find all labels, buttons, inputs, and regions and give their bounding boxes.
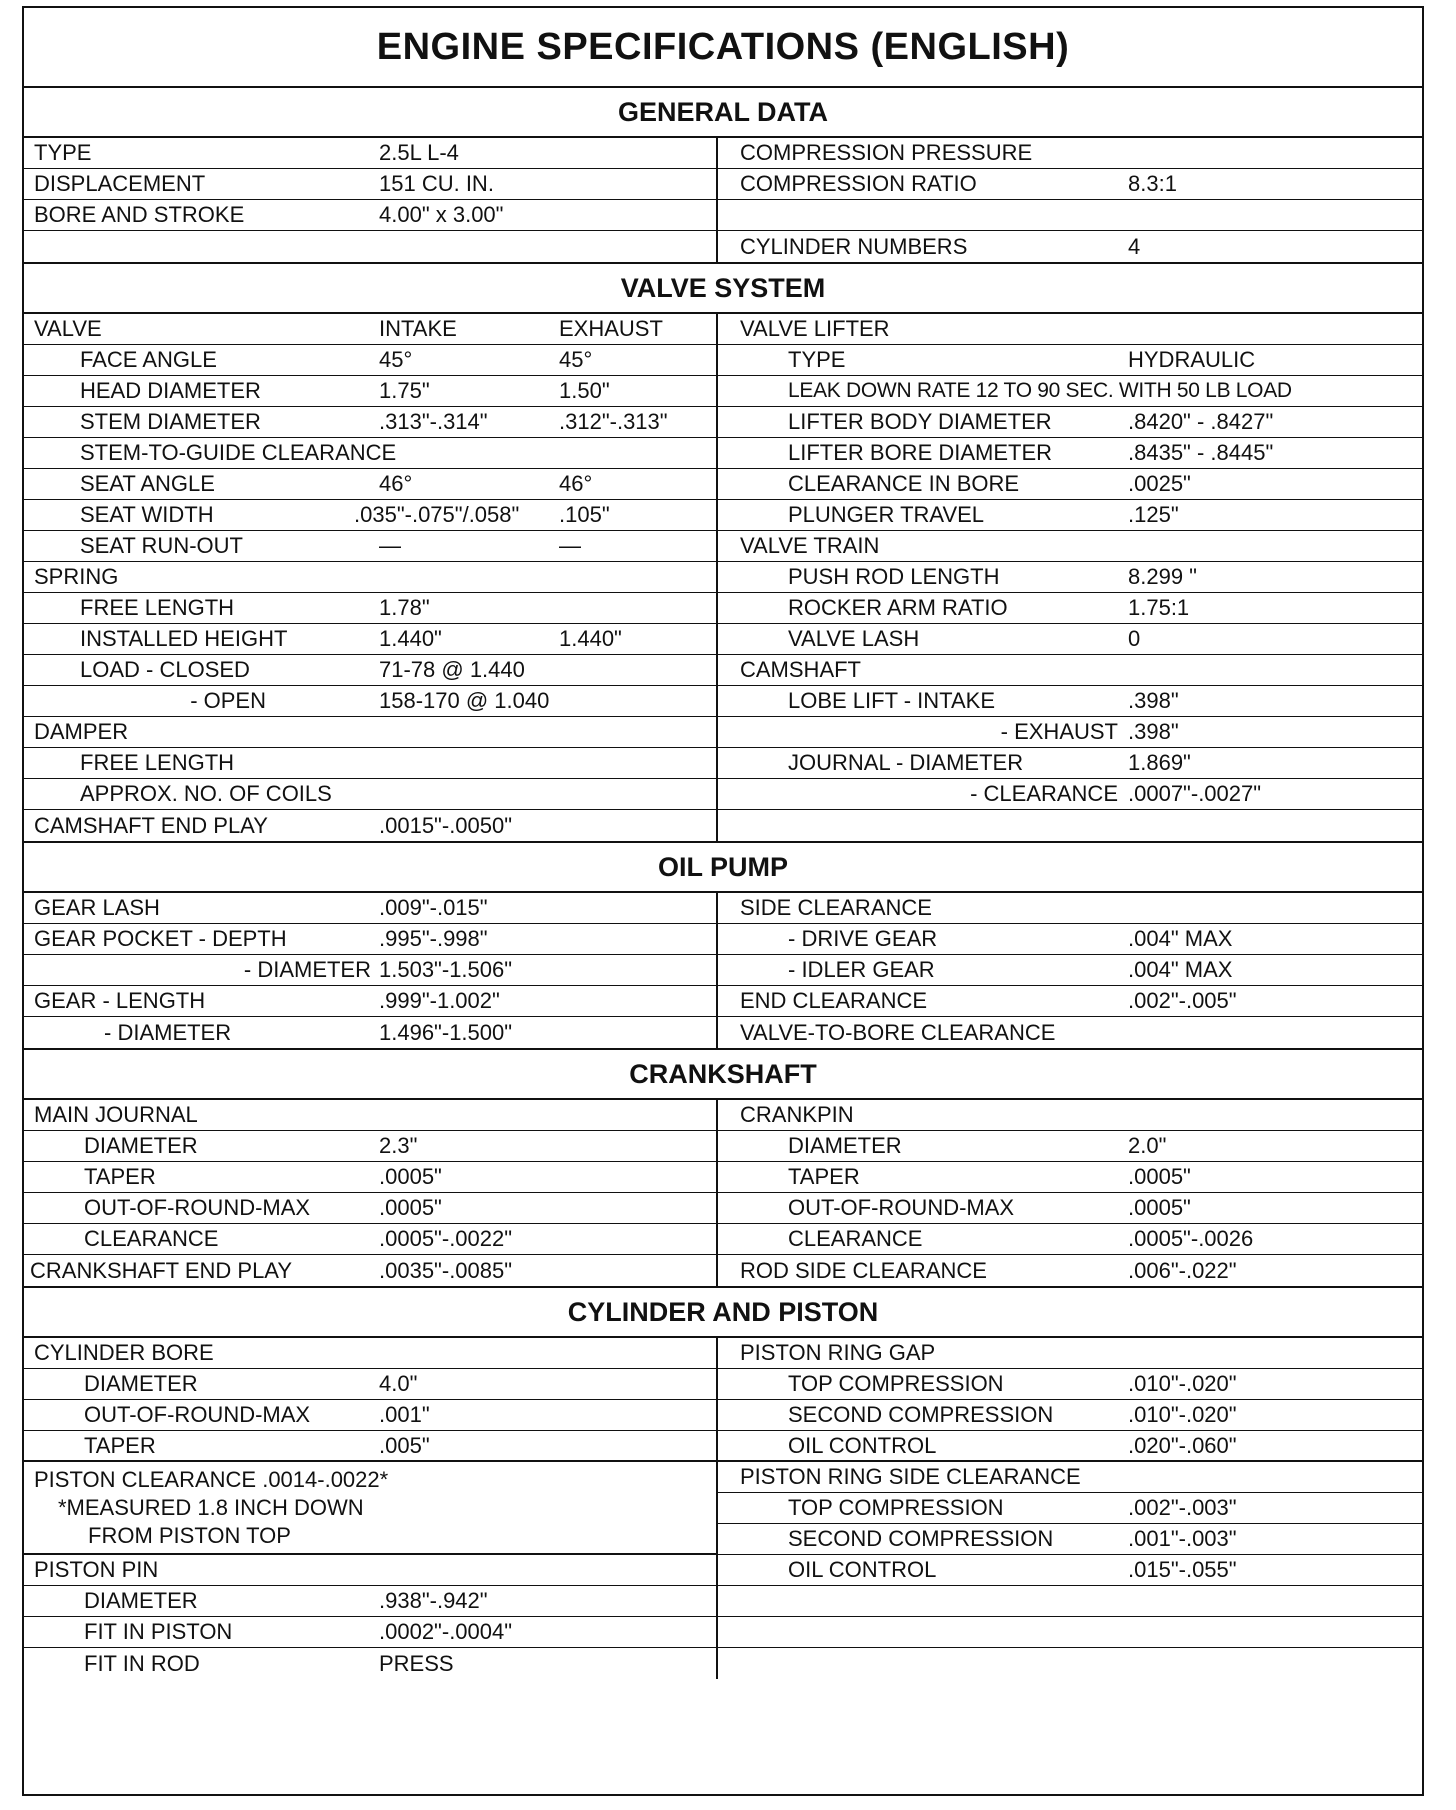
spec-label: TOP COMPRESSION — [788, 1495, 1004, 1520]
spec-value: .010"-.020" — [1128, 1371, 1237, 1396]
spec-row — [718, 1524, 1422, 1555]
spec-row — [718, 1555, 1422, 1586]
spec-row — [718, 200, 1422, 231]
spec-row — [718, 1338, 1422, 1369]
spec-value-intake: .035"-.075"/.058" — [354, 502, 520, 527]
spec-label: LOAD - CLOSED — [80, 657, 250, 682]
spec-value: .005" — [379, 1432, 430, 1458]
spec-row — [718, 717, 1422, 748]
spec-row — [718, 1400, 1422, 1431]
spec-row — [718, 345, 1422, 376]
spec-row — [24, 376, 716, 407]
spec-label: SPRING — [34, 564, 119, 589]
spec-row — [24, 1224, 716, 1255]
spec-label: TAPER — [788, 1164, 860, 1189]
spec-value: 1.503"-1.506" — [379, 957, 513, 982]
section-cylinder-piston — [24, 1338, 1422, 1679]
spec-label: GEAR POCKET - DEPTH — [34, 926, 287, 951]
spec-label: SECOND COMPRESSION — [788, 1402, 1054, 1427]
spec-row — [718, 1224, 1422, 1255]
spec-row — [24, 1131, 716, 1162]
spec-value: .0002"-.0004" — [379, 1619, 513, 1644]
oil-left-column — [24, 893, 718, 1048]
spec-row — [24, 407, 716, 438]
spec-label: LEAK DOWN RATE 12 TO 90 SEC. WITH 50 LB LOAD — [788, 379, 1292, 402]
cyl-left-column — [24, 1338, 718, 1679]
spec-value-intake: 158-170 @ 1.040 — [379, 688, 550, 713]
spec-row — [24, 1338, 716, 1369]
spec-value: .938"-.942" — [379, 1588, 488, 1613]
spec-value: .0005" — [1128, 1164, 1191, 1189]
spec-label: VALVE-TO-BORE CLEARANCE — [740, 1019, 1056, 1045]
spec-label: - CLEARANCE — [970, 781, 1118, 806]
spec-row — [24, 531, 716, 562]
spec-sheet — [22, 6, 1424, 1796]
spec-label: OUT-OF-ROUND-MAX — [84, 1402, 311, 1427]
spec-row — [718, 1017, 1422, 1048]
spec-row — [718, 469, 1422, 500]
spec-label: SEAT WIDTH — [80, 502, 214, 527]
spec-row — [24, 624, 716, 655]
spec-value: 4.0" — [379, 1371, 418, 1396]
spec-label: SEAT ANGLE — [80, 471, 215, 496]
spec-label: VALVE — [34, 316, 102, 341]
spec-row — [718, 562, 1422, 593]
spec-label: LIFTER BODY DIAMETER — [788, 409, 1052, 434]
spec-value: 4.00" x 3.00" — [379, 202, 504, 227]
spec-row — [24, 717, 716, 748]
spec-label: TAPER — [84, 1164, 156, 1189]
spec-row — [718, 231, 1422, 262]
spec-row — [718, 138, 1422, 169]
spec-value: .995"-.998" — [379, 926, 488, 951]
spec-label: CAMSHAFT — [740, 657, 861, 682]
spec-row — [24, 1100, 716, 1131]
spec-row — [24, 810, 716, 841]
spec-value-intake: 71-78 @ 1.440 — [379, 657, 525, 682]
spec-value: .002"-.003" — [1128, 1495, 1237, 1520]
section-heading-general: GENERAL DATA — [24, 88, 1422, 138]
crank-left-column — [24, 1100, 718, 1286]
spec-row — [24, 924, 716, 955]
spec-label: TYPE — [34, 140, 92, 165]
spec-row — [718, 686, 1422, 717]
spec-value: .002"-.005" — [1128, 988, 1237, 1013]
spec-value: 2.0" — [1128, 1133, 1167, 1158]
general-left-column — [24, 138, 718, 262]
spec-row — [718, 1100, 1422, 1131]
spec-label: LIFTER BORE DIAMETER — [788, 440, 1053, 465]
spec-label: FACE ANGLE — [80, 347, 217, 372]
spec-label: INSTALLED HEIGHT — [80, 626, 288, 651]
spec-row — [24, 1648, 716, 1679]
spec-label: FIT IN PISTON — [84, 1619, 233, 1644]
spec-value: 2.5L L-4 — [379, 140, 459, 165]
spec-row — [718, 810, 1422, 841]
spec-value-intake: 45° — [379, 347, 413, 372]
spec-value-exhaust: .312"-.313" — [559, 409, 668, 434]
spec-value: .0005"-.0026 — [1128, 1226, 1254, 1251]
spec-label: SIDE CLEARANCE — [740, 895, 932, 920]
section-heading-valve: VALVE SYSTEM — [24, 264, 1422, 314]
spec-row — [718, 1462, 1422, 1493]
spec-row — [24, 345, 716, 376]
spec-label: OIL CONTROL — [788, 1432, 937, 1458]
spec-label: CYLINDER BORE — [34, 1340, 214, 1365]
spec-label: DISPLACEMENT — [34, 171, 206, 196]
spec-row — [24, 593, 716, 624]
spec-label: SEAT RUN-OUT — [80, 533, 243, 558]
spec-row — [24, 1400, 716, 1431]
spec-row — [24, 562, 716, 593]
spec-label: GEAR LASH — [34, 895, 160, 920]
spec-value: .0035"-.0085" — [379, 1257, 513, 1283]
spec-value: 0 — [1128, 626, 1141, 651]
spec-label: PLUNGER TRAVEL — [788, 502, 985, 527]
spec-row — [718, 1493, 1422, 1524]
spec-row — [24, 1617, 716, 1648]
spec-row — [24, 1431, 716, 1462]
spec-row — [24, 686, 716, 717]
spec-label: - OPEN — [190, 688, 266, 713]
spec-label: COMPRESSION PRESSURE — [740, 140, 1033, 165]
spec-value-exhaust: 1.50" — [559, 378, 610, 403]
spec-row — [718, 531, 1422, 562]
spec-row — [24, 231, 716, 262]
spec-label: VALVE LIFTER — [740, 316, 890, 341]
spec-value: .0007"-.0027" — [1128, 781, 1262, 806]
spec-row — [24, 314, 716, 345]
spec-value: .009"-.015" — [379, 895, 488, 920]
spec-row — [718, 1648, 1422, 1679]
spec-value: 1.75:1 — [1128, 595, 1190, 620]
spec-row — [718, 1586, 1422, 1617]
spec-value-exhaust: EXHAUST — [559, 316, 663, 341]
spec-label: TOP COMPRESSION — [788, 1371, 1004, 1396]
spec-label: DIAMETER — [788, 1133, 902, 1158]
spec-label: LOBE LIFT - INTAKE — [788, 688, 996, 713]
general-right-column — [718, 138, 1422, 262]
spec-value: .006"-.022" — [1128, 1257, 1237, 1283]
spec-label: CRANKSHAFT END PLAY — [30, 1257, 293, 1283]
spec-value-exhaust: 46° — [559, 471, 593, 496]
spec-row — [718, 748, 1422, 779]
spec-row — [24, 1017, 716, 1048]
spec-value: .0005" — [1128, 1195, 1191, 1220]
spec-row — [24, 748, 716, 779]
spec-value: .0025" — [1128, 471, 1191, 496]
spec-value: HYDRAULIC — [1128, 347, 1256, 372]
spec-value: .999"-1.002" — [379, 988, 500, 1013]
spec-value: .398" — [1128, 719, 1179, 744]
spec-value-exhaust: 1.440" — [559, 626, 622, 651]
spec-row — [24, 779, 716, 810]
spec-row — [718, 376, 1422, 407]
spec-value: .004" MAX — [1128, 926, 1233, 951]
spec-label: CYLINDER NUMBERS — [740, 233, 968, 259]
valve-left-column — [24, 314, 718, 841]
spec-value: 1.869" — [1128, 750, 1191, 775]
section-heading-oil-pump: OIL PUMP — [24, 843, 1422, 893]
spec-label: ROD SIDE CLEARANCE — [740, 1257, 987, 1283]
spec-value: .004" MAX — [1128, 957, 1233, 982]
spec-label: OUT-OF-ROUND-MAX — [84, 1195, 311, 1220]
spec-label: APPROX. NO. OF COILS — [80, 781, 332, 806]
spec-label: CLEARANCE — [84, 1226, 219, 1251]
spec-row — [24, 200, 716, 231]
spec-row — [718, 779, 1422, 810]
page-title: ENGINE SPECIFICATIONS (ENGLISH) — [24, 8, 1422, 88]
valve-right-column — [718, 314, 1422, 841]
spec-row — [718, 1255, 1422, 1286]
spec-label: - DIAMETER — [243, 957, 371, 982]
spec-label: DAMPER — [34, 719, 129, 744]
spec-row — [24, 500, 716, 531]
spec-row — [718, 1369, 1422, 1400]
spec-label: CLEARANCE IN BORE — [788, 471, 1020, 496]
spec-label: MAIN JOURNAL — [34, 1102, 198, 1127]
spec-value: .125" — [1128, 502, 1179, 527]
spec-row — [718, 924, 1422, 955]
spec-label: END CLEARANCE — [740, 988, 928, 1013]
note-line: PISTON CLEARANCE .0014-.0022* — [34, 1466, 389, 1492]
spec-label: TYPE — [788, 347, 846, 372]
section-valve — [24, 314, 1422, 843]
spec-value: .010"-.020" — [1128, 1402, 1237, 1427]
spec-value-intake: .0015"-.0050" — [379, 812, 513, 838]
spec-label: - EXHAUST — [1000, 719, 1118, 744]
spec-value: PRESS — [379, 1650, 454, 1676]
spec-row — [24, 1193, 716, 1224]
spec-value-intake: 46° — [379, 471, 413, 496]
spec-row — [24, 955, 716, 986]
spec-value: .8435" - .8445" — [1128, 440, 1274, 465]
spec-row — [718, 169, 1422, 200]
spec-value: .0005" — [379, 1195, 442, 1220]
spec-label: - IDLER GEAR — [788, 957, 935, 982]
spec-row — [24, 1255, 716, 1286]
spec-row — [24, 893, 716, 924]
spec-row — [718, 955, 1422, 986]
section-crankshaft — [24, 1100, 1422, 1288]
spec-value: .020"-.060" — [1128, 1432, 1237, 1458]
crank-right-column — [718, 1100, 1422, 1286]
spec-label: PUSH ROD LENGTH — [788, 564, 1000, 589]
spec-value: 151 CU. IN. — [379, 171, 494, 196]
spec-value-intake: 1.78" — [379, 595, 430, 620]
spec-row — [718, 624, 1422, 655]
spec-value-intake: INTAKE — [379, 316, 457, 341]
spec-label: BORE AND STROKE — [34, 202, 245, 227]
spec-value: 8.299 " — [1128, 564, 1197, 589]
spec-row — [718, 893, 1422, 924]
spec-label: ROCKER ARM RATIO — [788, 595, 1008, 620]
spec-label: HEAD DIAMETER — [80, 378, 261, 403]
spec-row — [24, 1162, 716, 1193]
spec-label: OIL CONTROL — [788, 1557, 937, 1582]
spec-row — [718, 1162, 1422, 1193]
spec-row — [24, 1555, 716, 1586]
spec-label: JOURNAL - DIAMETER — [788, 750, 1024, 775]
spec-row — [24, 986, 716, 1017]
spec-label: - DIAMETER — [104, 1019, 232, 1045]
section-heading-cylinder-piston: CYLINDER AND PISTON — [24, 1288, 1422, 1338]
spec-label: STEM DIAMETER — [80, 409, 261, 434]
spec-value-exhaust: — — [559, 533, 581, 558]
spec-value: .001"-.003" — [1128, 1526, 1237, 1551]
spec-row — [718, 1617, 1422, 1648]
spec-value: 8.3:1 — [1128, 171, 1177, 196]
spec-label: PISTON PIN — [34, 1557, 159, 1582]
spec-label: GEAR - LENGTH — [34, 988, 206, 1013]
spec-value-exhaust: .105" — [559, 502, 610, 527]
spec-row — [718, 1431, 1422, 1462]
spec-value-intake: — — [379, 533, 401, 558]
spec-value-intake: 1.75" — [379, 378, 430, 403]
spec-value: .8420" - .8427" — [1128, 409, 1274, 434]
spec-label: STEM-TO-GUIDE CLEARANCE — [80, 440, 397, 465]
note-line: *MEASURED 1.8 INCH DOWN — [58, 1494, 364, 1520]
spec-label: PISTON RING SIDE CLEARANCE — [740, 1464, 1081, 1489]
spec-value: 2.3" — [379, 1133, 418, 1158]
spec-label: CAMSHAFT END PLAY — [34, 812, 268, 838]
spec-row — [718, 593, 1422, 624]
spec-value: .0005" — [379, 1164, 442, 1189]
spec-label: FREE LENGTH — [80, 595, 235, 620]
spec-row — [24, 1369, 716, 1400]
spec-value: .001" — [379, 1402, 430, 1427]
spec-value: 1.496"-1.500" — [379, 1019, 513, 1045]
spec-row — [718, 1193, 1422, 1224]
spec-label: CRANKPIN — [740, 1102, 854, 1127]
spec-label: VALVE LASH — [788, 626, 920, 651]
spec-label: PISTON RING GAP — [740, 1340, 936, 1365]
note-line: FROM PISTON TOP — [88, 1522, 291, 1548]
spec-label: CLEARANCE — [788, 1226, 923, 1251]
spec-label: SECOND COMPRESSION — [788, 1526, 1054, 1551]
spec-label: DIAMETER — [84, 1371, 198, 1396]
spec-label: COMPRESSION RATIO — [740, 171, 977, 196]
spec-row — [718, 986, 1422, 1017]
section-heading-crankshaft: CRANKSHAFT — [24, 1050, 1422, 1100]
section-general — [24, 138, 1422, 264]
spec-value: .398" — [1128, 688, 1179, 713]
spec-row — [718, 500, 1422, 531]
spec-row — [718, 407, 1422, 438]
spec-label: VALVE TRAIN — [740, 533, 880, 558]
spec-value: .0005"-.0022" — [379, 1226, 513, 1251]
cyl-right-column — [718, 1338, 1422, 1679]
spec-row — [718, 314, 1422, 345]
oil-right-column — [718, 893, 1422, 1048]
spec-row — [24, 438, 716, 469]
spec-value: 4 — [1128, 233, 1141, 259]
piston-clearance-note — [24, 1462, 716, 1555]
spec-label: FREE LENGTH — [80, 750, 235, 775]
spec-value-exhaust: 45° — [559, 347, 593, 372]
spec-row — [24, 469, 716, 500]
spec-row — [718, 655, 1422, 686]
spec-label: DIAMETER — [84, 1588, 198, 1613]
spec-value-intake: .313"-.314" — [379, 409, 488, 434]
spec-label: OUT-OF-ROUND-MAX — [788, 1195, 1015, 1220]
spec-row — [718, 1131, 1422, 1162]
spec-label: TAPER — [84, 1432, 156, 1458]
spec-label: FIT IN ROD — [84, 1650, 200, 1676]
spec-row — [24, 169, 716, 200]
spec-value-intake: 1.440" — [379, 626, 442, 651]
spec-row — [24, 1586, 716, 1617]
spec-row — [718, 438, 1422, 469]
spec-row — [24, 138, 716, 169]
spec-value: .015"-.055" — [1128, 1557, 1237, 1582]
section-oil-pump — [24, 893, 1422, 1050]
spec-label: - DRIVE GEAR — [788, 926, 938, 951]
spec-label: DIAMETER — [84, 1133, 198, 1158]
spec-row — [24, 655, 716, 686]
